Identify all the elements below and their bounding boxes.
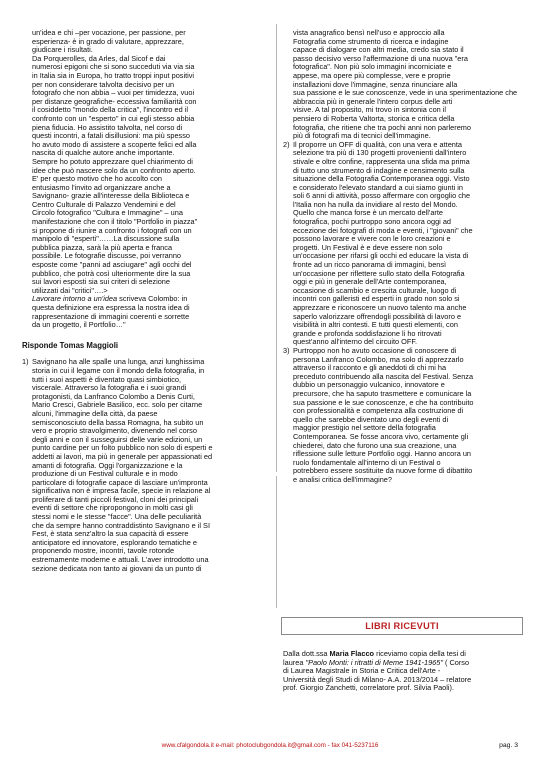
column-divider [276, 476, 277, 608]
answer-2 [283, 141, 521, 347]
section-heading: Risponde Tomas Maggioli [22, 340, 119, 350]
continued-text: vista anagrafico bensì nell'uso e approccio alla Fotografia come strumento di ricerca e indagine capace di dialogare con altri media, credo sia stato il passo decisivo verso l'affermazione di una nuova "era fotografica". Non più solo immagini incorniciate e appese, ma opere più complesse, vere e proprie installazioni dove l'immagine, senza rinunciare alla sua passione e le sue conoscenze, vede in una sperimentazione che abbraccia più in generale l'intero corpus delle arti visive. A tal proposito, mi trovo in sintonia con il pensiero di Roberta Valtorta, storica e critica della fotografia, che ritiene che tra pochi anni non parleremo più di fotografi ma di tecnici dell'immagine. [293, 28, 518, 141]
quote-tail: questa definizione era espressa la nostra idea di rappresentazione di immagini coerenti e sorrette da un progetto, il Portfolio…" [32, 303, 190, 330]
answer-number: 1) [22, 357, 29, 367]
answer-3 [283, 347, 521, 485]
answer-1 [22, 358, 272, 573]
answer-text: Purtroppo non ho avuto occasione di conoscere di persona Lanfranco Colombo, ma solo di apprezzarlo attraverso il racconto e gli aneddoti di chi mi ha preceduto contribuendo alla nascita del Festival. Senza dubbio un personaggio vulcanico, innovatore e precursore, che ha saputo trasmettere e comunicare la sua passione e le sue conoscenze, e che ha contribuito con professionalità e competenza alla costruzione di quello che sarebbe diventato uno degli eventi di maggior prestigio nel settore della fotografia Contemporanea. Se fosse ancora vivo, certamente gli chiederei, dato che furono una sua creazione, una riflessione sulle letture Portfolio oggi. Hanno ancora un ruolo fondamentale all'interno di un Festival o potrebbero essere sostituite da nuove forme di dibattito e analisi critica dell'immagine? [293, 345, 474, 484]
answer-number: 2) [283, 139, 290, 149]
libri-a: Dalla dott.ssa [283, 649, 330, 658]
libri-paragraph [283, 650, 521, 693]
answer-text: Il proporre un OFF di qualità, con una vera e attenta selezione tra più di 130 progetti provenienti dall'intero stivale e oltre confine, rappresenta una sfida ma prima di tutto uno strumento di indagine e censimento sulla situazione della Fotografia Contemporanea oggi. Visto e considerato l'elevato standard a cui siamo giunti in soli 6 anni di attività, posso affermare con orgoglio che l'Italia non ha nulla da invidiare al resto del Mondo. Quello che manca forse è un mercato dell'arte fotografica, pochi purtroppo sono ancora oggi ad eccezione dei fotografi di moda e eventi, i "giovani" che possono lavorare e vivere con le loro creazioni e progetti. Un Festival è e deve essere non solo un'occasione per rifarsi gli occhi ed educare la vista di fronte ad un ricco panorama di immagini, bensì un'occasione per riflettere sullo stato della Fotografia oggi e più in generale dell'Arte contemporanea, occasione di scambio e crescita culturale, luogo di incontri con galleristi ed esperti in grado non solo si apprezzare e riconoscere un nuovo talento ma anche saperlo valorizzare offrendogli possibilità di lavoro e visibilità in altri contesti. E tutti questi elementi, con grande e profonda soddisfazione li ho ritrovati quest'anno all'interno del circuito OFF. [293, 139, 473, 347]
right-column [283, 29, 521, 484]
libri-c: ( Corso di Laurea Magistrale in Storia e Critica dell'Arte - Università degli Studi di Milano- A.A. 2013/2014 – relatore prof. Giorgio Zanchetti, correlatore prof. Silvia Paoli). [283, 657, 472, 693]
column-divider [276, 24, 277, 472]
intro-text: un'idea e chi –per vocazione, per passione, per esperienza- è in grado di valutare, apprezzare, giudicare i risultati. Da Porquerolles, da Arles, dal Sicof e dai numerosi epigoni che si sono succeduti via via sia in Italia sia in Europa, ho tratto troppi input positivi per non considerare talvolta decisivo per un fotografo che non abbia – vuoi per timidezza, vuoi per distanze geografiche- eccessiva familiarità con il cosiddetto "mondo della critica", l'incontro ed il confronto con un "esperto" in cui egli stesso abbia piena fiducia. Ho assistito talvolta, nel corso di questi incontri, a fatali disillusioni: ma più spesso ho avuto modo di assistere a scoperte felici ed alla nascita di qualche autore anche importante. Sempre ho potuto apprezzare quel chiarimento di idee che può nascere solo da un confronto aperto. E' per questo motivo che ho accolto con entusiasmo l'invito ad organizzare anche a Savignano- grazie all'interesse della Biblioteca e Centro Culturale di Palazzo Vendemini e del Circolo fotografico "Cultura e Immagine" – una manifestazione che con il titolo "Portfolio in piazza" si propone di riunire a confronto i fotografi con un manipolo di "esperti"……La discussione sulla pubblica piazza, sarà la più aperta e franca possibile. Le fotografie discusse, poi verranno esposte come "panni ad asciugare" agli occhi del pubblico, che potrà così ulteriormente dire la sua sui lavori esposti sia sui criteri di selezione utilizzati dai "critici"….> [32, 28, 198, 295]
libri-b: riceviamo copia della tesi di laurea [283, 649, 466, 667]
page-number: pag. 3 [499, 742, 518, 749]
libri-author: Maria Flacco [329, 649, 375, 658]
quote-italic: Lavorare intorno a un'idea [32, 294, 118, 304]
footer-contacts: www.cfalgondola.it e-mail: photoclubgondola.it@gmail.com - fax 041-5237116 [161, 742, 379, 749]
left-column [22, 29, 272, 573]
answer-number: 3) [283, 345, 290, 355]
libri-thesis-title: "Paolo Monti: i ritratti di Meme 1941-1965" [305, 657, 443, 667]
libri-ricevuti-box: LIBRI RICEVUTI [281, 617, 523, 635]
libri-text [283, 650, 521, 693]
quote-rest: scriveva Colombo: in [117, 294, 188, 304]
answer-text: Savignano ha alle spalle una lunga, anzi lunghissima storia in cui il legame con il mondo della fotografia, in tutti i suoi aspetti è diventato quasi simbiotico, viscerale. Attraverso la fotografia e i suoi grandi protagonisti, da Lanfranco Colombo a Denis Curti, Mario Cresci, Gabriele Basilico, ecc. solo per citarne alcuni, l'immagine della città, da paese semisconosciuto della bassa Romagna, ha subito un vero e proprio stravolgimento, divenendo nel corso degli anni e con il susseguirsi delle varie edizioni, un punto cardine per un folto pubblico non solo di esperti e addetti ai lavori, ma più in generale per appassionati ed amanti di fotografia. Oggi l'organizzazione e la produzione di un Festival culturale e in modo particolare di fotografie capace di lasciare un'impronta significativa non è impresa facile, specie in relazione al proliferare di tanti piccoli festival, cloni dei principali eventi di settore che ripropongono in molti casi gli stessi nomi e le stesse "facce". Una delle peculiarità che da sempre hanno contraddistinto Savignano e il SI Fest, è stata senz'altro la sua capacità di essere anticipatore ed innovatore, esplorando tematiche e proponendo mostre, incontri, tavole rotonde estremamente moderne e attuali. L'aver introdotto una sezione dedicata non tanto ai giovani da un punto di [32, 357, 213, 573]
column-divider [276, 640, 277, 732]
